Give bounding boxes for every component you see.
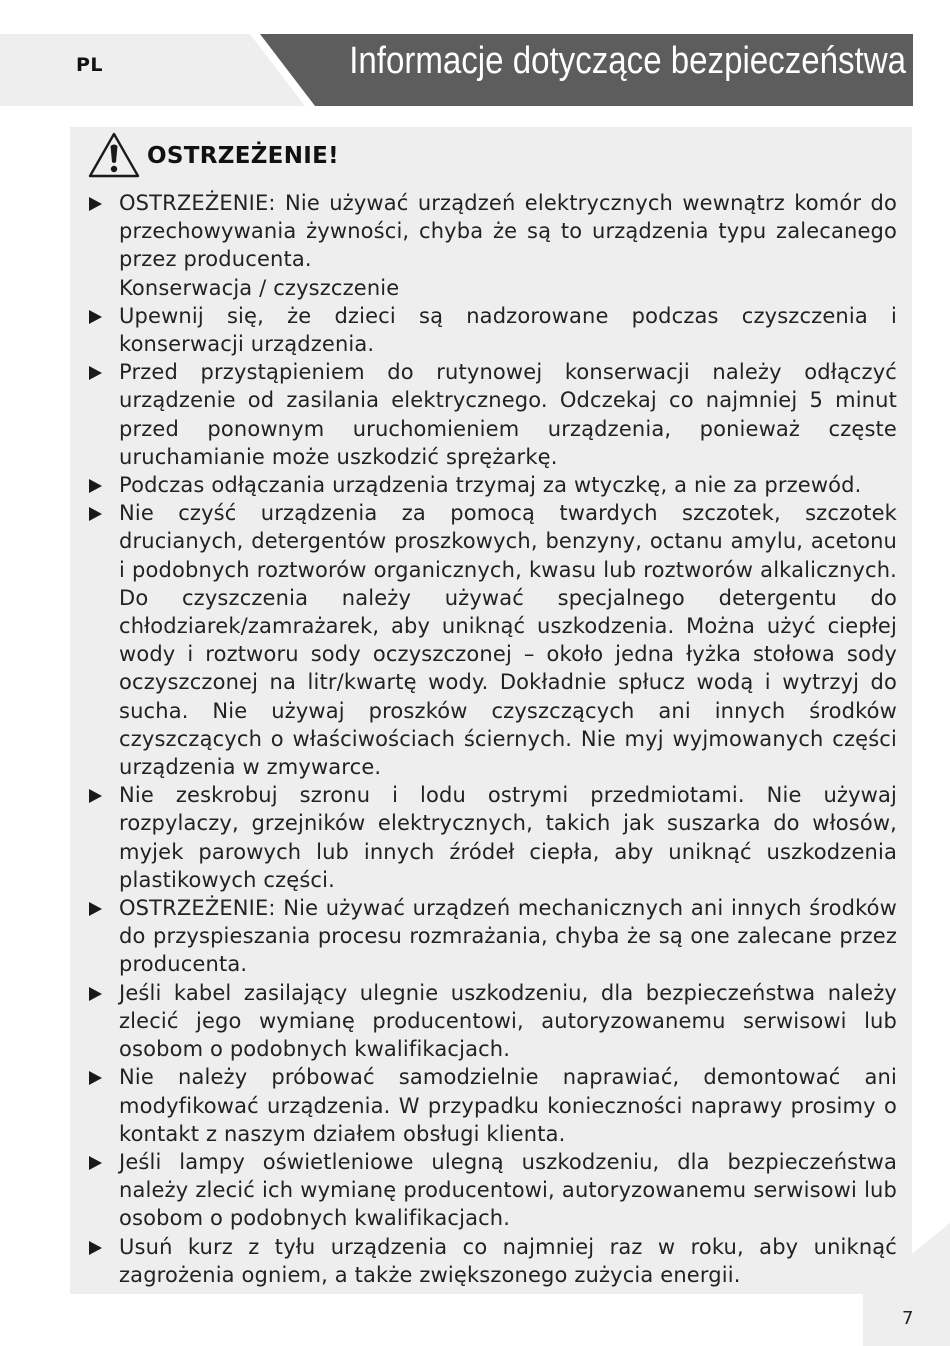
warning-item-text: Nie czyść urządzenia za pomocą twardych szczotek, szczotek drucianych, detergentów proszkowych, benzyny, octanu amylu, acetonu i podobnych roztworów organicznych, kwasu lub roztworów alkalicznych. Do czyszczenia należy używać specjalnego detergentu do chłodziarek/zamrażarek, aby uniknąć uszkodzenia. Można użyć ciepłej wody i roztworu sody oczyszczonej – około jedna łyżka stołowa sody oczyszczonej na litr/kwartę wody. Dokładnie spłucz wodą i wytrzyj do sucha. Nie używaj proszków czyszczących ani innych środków czyszczących o właściwościach ściernych. Nie myj wyjmowanych części urządzenia w zmywarce. [119,501,897,780]
warning-item-text: Nie należy próbować samodzielnie naprawiać, demontować ani modyfikować urządzenia. W przypadku konieczności naprawy prosimy o kontakt z naszym działem obsługi klienta. [119,1065,897,1146]
warning-item-text: OSTRZEŻENIE: Nie używać urządzeń elektrycznych wewnątrz komór do przechowywania żywności, chyba że są to urządzenia typu zalecanego przez producenta. [119,191,897,272]
warning-item-text: Podczas odłączania urządzenia trzymaj za wtyczkę, a nie za przewód. [119,473,862,498]
bullet-arrow-icon [89,1241,102,1255]
warning-heading: OSTRZEŻENIE! [147,143,339,169]
warning-item-text: Konserwacja / czyszczenie [119,275,400,300]
warning-list-item [89,1063,897,1148]
warning-list-item [89,1233,897,1289]
warning-list-item [89,979,897,1064]
warning-list-item [89,274,897,302]
page-number: 7 [902,1308,914,1329]
bullet-arrow-icon [89,366,102,380]
warning-item-text: OSTRZEŻENIE: Nie używać urządzeń mechanicznych ani innych środków do przyspieszania procesu rozmrażania, chyba że są one zalecane przez producenta. [119,896,897,977]
warning-item-text: Nie zeskrobuj szronu i lodu ostrymi przedmiotami. Nie używaj rozpylaczy, grzejników elektrycznych, takich jak suszarka do włosów, myjek parowych lub innych źródeł ciepła, aby uniknąć uszkodzenia plastikowych części. [119,783,897,892]
bullet-arrow-icon [89,789,102,803]
language-label: PL [76,54,104,76]
warning-list-item [89,302,897,358]
warning-item-text: Upewnij się, że dzieci są nadzorowane podczas czyszczenia i konserwacji urządzenia. [119,303,897,357]
warning-list [89,189,897,1289]
language-tab [0,34,305,106]
warning-item-text: Jeśli kabel zasilający ulegnie uszkodzeniu, dla bezpieczeństwa należy zlecić jego wymianę producentowi, autoryzowanemu serwisowi lub osobom o podobnych kwalifikacjach. [119,980,897,1062]
bullet-arrow-icon [89,507,102,521]
bullet-arrow-icon [89,987,102,1001]
warning-item-text: Jeśli lampy oświetleniowe ulegną uszkodzeniu, dla bezpieczeństwa należy zlecić ich wymianę producentowi, autoryzowanemu serwisowi lub osobom o podobnych kwalifikacjach. [119,1149,897,1231]
warning-list-item [89,471,897,499]
warning-list-item [89,189,897,274]
warning-item-text: Przed przystąpieniem do rutynowej konserwacji należy odłączyć urządzenie od zasilania elektrycznego. Odczekaj co najmniej 5 minut przed ponownym uruchomieniem urządzenia, ponieważ częste uruchamianie może uszkodzić sprężarkę. [119,360,897,469]
warning-list-item [89,499,897,781]
bullet-arrow-icon [89,310,102,324]
warning-triangle-icon [87,131,141,179]
warning-list-item [89,358,897,471]
warning-list-item [89,1148,897,1233]
bullet-arrow-icon [89,197,102,211]
bullet-arrow-icon [89,1071,102,1085]
warning-list-item [89,781,897,894]
warning-item-text: Usuń kurz z tyłu urządzenia co najmniej raz w roku, aby uniknąć zagrożenia ogniem, a także zwiększonego zużycia energii. [119,1234,897,1287]
warning-list-item [89,894,897,979]
bullet-arrow-icon [89,479,102,493]
page-title: Informacje dotyczące bezpieczeństwa [349,40,906,82]
bullet-arrow-icon [89,902,102,916]
bullet-arrow-icon [89,1156,102,1170]
